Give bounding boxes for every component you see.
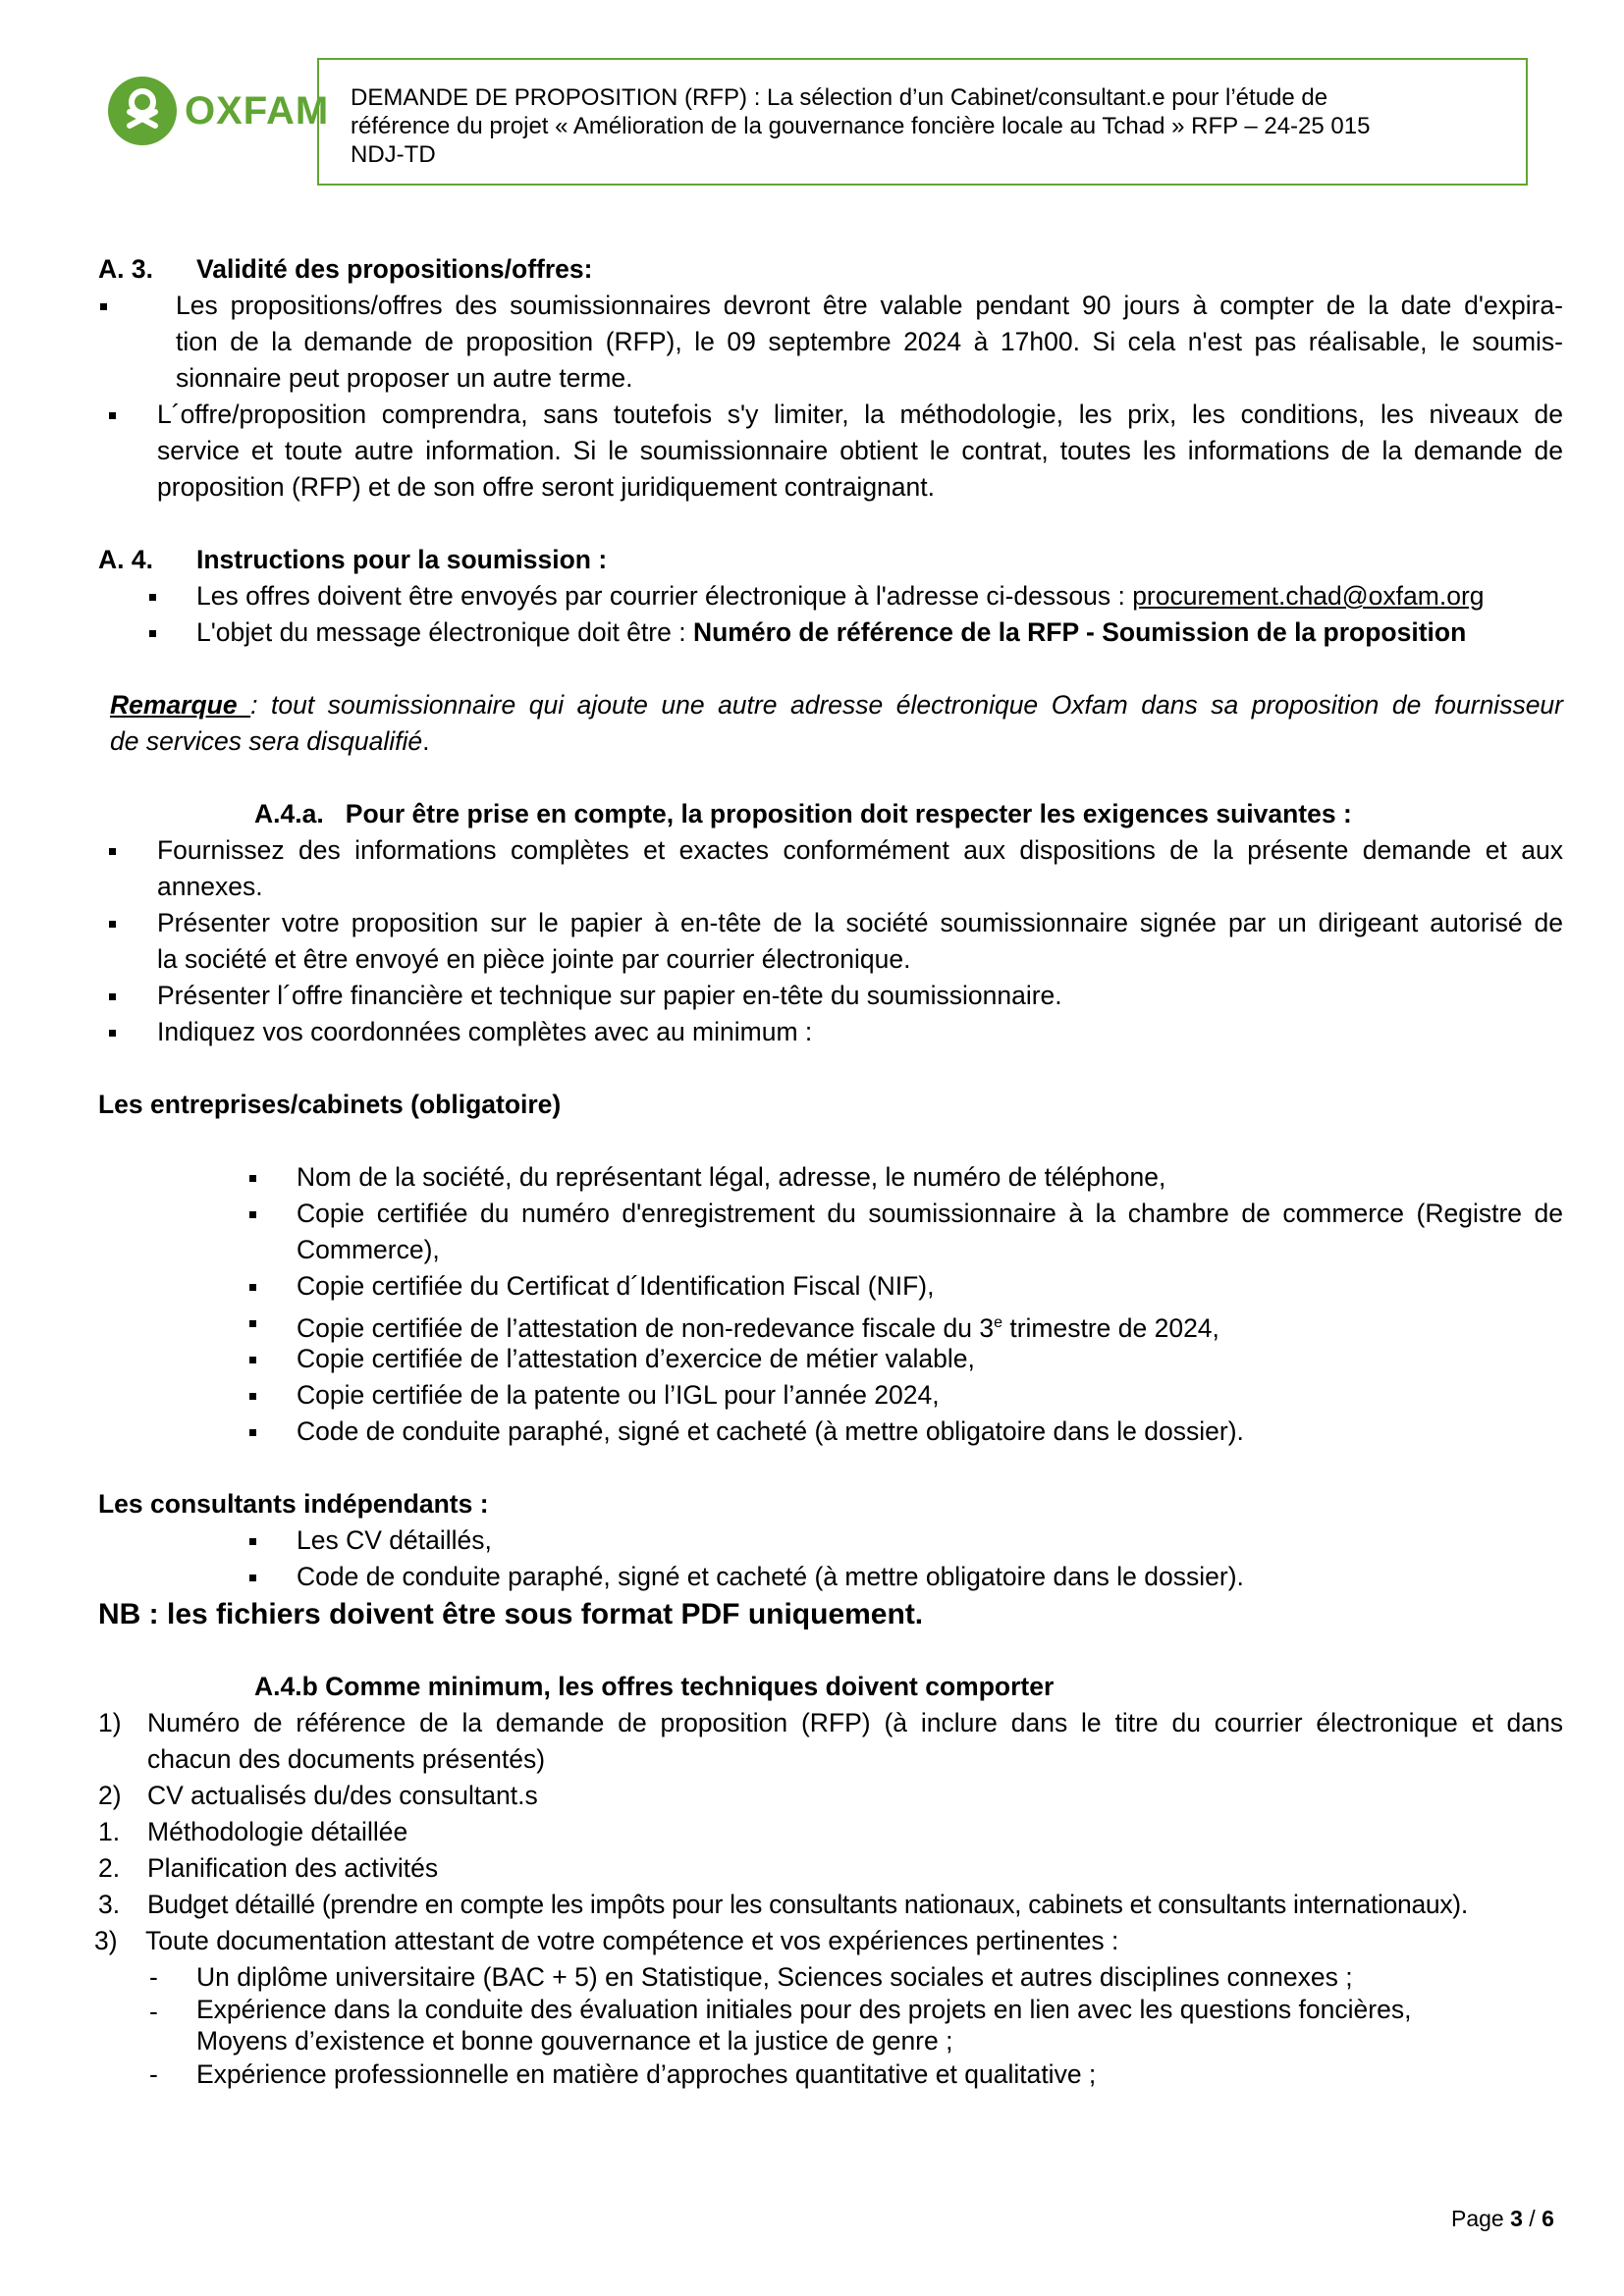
bullet — [109, 848, 116, 855]
nb-note: NB : les fichiers doivent être sous format PDF uniquement. — [98, 1598, 924, 1630]
a4-bullet-1 — [196, 578, 1485, 614]
oxfam-logo-icon — [108, 77, 177, 145]
header-title — [351, 83, 1509, 169]
bullet — [100, 303, 107, 310]
companies-item: Copie certifiée de la patente ou l’IGL pour l’année 2024, — [297, 1380, 940, 1410]
bullet — [249, 1393, 256, 1400]
a3-bullet-2-line: service et toute autre information. Si le soumissionnaire obtient le contrat, toutes les informations de la demande de — [157, 436, 1563, 465]
bullet — [149, 594, 156, 601]
bullet — [149, 630, 156, 637]
ordinal-superscript: e — [994, 1314, 1002, 1331]
header-title-line: DEMANDE DE PROPOSITION (RFP) : La sélection d’un Cabinet/consultant.e pour l’étude de — [351, 84, 1328, 111]
a4b-item-number: 2) — [98, 1781, 122, 1810]
a4b-dash-item: Expérience professionnelle en matière d’approches quantitative et qualitative ; — [196, 2059, 1097, 2089]
a3-bullet-1-line: Les propositions/offres des soumissionnaires devront être valable pendant 90 jours à compter de la date d'expira- — [176, 291, 1563, 320]
a4-bullet-2-text: L'objet du message électronique doit être : — [196, 617, 693, 647]
companies-item: Nom de la société, du représentant légal, adresse, le numéro de téléphone, — [297, 1162, 1166, 1192]
remark-label: Remarque — [110, 690, 251, 720]
a4-bullet-2-subject: Numéro de référence de la RFP - Soumission de la proposition — [692, 617, 1467, 647]
bullet — [109, 921, 116, 928]
page-label: Page — [1451, 2206, 1511, 2231]
remark-period: . — [422, 726, 430, 756]
a4b-subitem-number: 3. — [98, 1890, 121, 1919]
page-separator: / — [1522, 2206, 1543, 2231]
a3-bullet-2-line: L´offre/proposition comprendra, sans toutefois s'y limiter, la méthodologie, les prix, les conditions, les niveaux de — [157, 400, 1563, 429]
companies-item-text: Copie certifiée de l’attestation de non-redevance fiscale du 3 — [297, 1312, 995, 1343]
total-pages: 6 — [1542, 2206, 1554, 2231]
a4-bullet-2 — [196, 614, 1466, 651]
bullet — [109, 1030, 116, 1037]
dash-bullet: - — [149, 1997, 158, 2026]
bullet — [249, 1175, 256, 1182]
section-a4a-title: A.4.a. Pour être prise en compte, la proposition doit respecter les exigences suivantes : — [254, 799, 1352, 828]
section-a4b-title: A.4.b Comme minimum, les offres techniques doivent comporter — [254, 1672, 1055, 1701]
companies-item: Copie certifiée du numéro d'enregistrement du soumissionnaire à la chambre de commerce (Registre de — [297, 1199, 1563, 1228]
bullet — [109, 993, 116, 1000]
section-a4-title: Instructions pour la soumission : — [196, 545, 608, 574]
page-number — [1451, 2204, 1554, 2233]
dash-bullet: - — [149, 1962, 158, 1992]
section-a4-number: A. 4. — [98, 545, 153, 574]
header-title-box — [317, 58, 1528, 186]
a4a-bullet-1-line: annexes. — [157, 872, 263, 901]
a4b-subitem-text: Planification des activités — [147, 1853, 439, 1883]
section-a3-number: A. 3. — [98, 254, 153, 284]
remark-line-2 — [110, 723, 430, 760]
header-title-line: référence du projet « Amélioration de la gouvernance foncière locale au Tchad » RFP – 24-25 015 — [351, 113, 1371, 139]
a4-bullet-1-text: Les offres doivent être envoyés par courrier électronique à l'adresse ci-dessous : — [196, 581, 1133, 611]
a4b-item-text: chacun des documents présentés) — [147, 1744, 546, 1774]
a4b-subitem-text: Budget détaillé (prendre en compte les impôts pour les consultants nationaux, cabinets et consultants internationaux). — [147, 1890, 1468, 1919]
a3-bullet-1-line: sionnaire peut proposer un autre terme. — [176, 363, 633, 393]
bullet — [109, 412, 116, 419]
a4b-dash-item: Expérience dans la conduite des évaluation initiales pour des projets en lien avec les questions foncières, — [196, 1995, 1412, 2024]
consultants-title: Les consultants indépendants : — [98, 1489, 489, 1519]
header-title-line: NDJ-TD — [351, 141, 436, 168]
a4b-item-text: Toute documentation attestant de votre compétence et vos expériences pertinentes : — [145, 1926, 1119, 1955]
section-a3-title: Validité des propositions/offres: — [196, 254, 593, 284]
companies-item: Commerce), — [297, 1235, 440, 1264]
a4b-dash-item: Un diplôme universitaire (BAC + 5) en Statistique, Sciences sociales et autres disciplines connexes ; — [196, 1962, 1353, 1992]
dash-bullet: - — [149, 2059, 158, 2089]
companies-item: Code de conduite paraphé, signé et cacheté (à mettre obligatoire dans le dossier). — [297, 1416, 1244, 1446]
a4b-subitem-number: 2. — [98, 1853, 121, 1883]
remark-text: : tout soumissionnaire qui ajoute une autre adresse électronique Oxfam dans sa proposition de fournisseur — [250, 690, 1563, 720]
a4b-item-number: 1) — [98, 1708, 122, 1737]
companies-item-text: trimestre de 2024, — [1001, 1312, 1219, 1343]
a4a-bullet-3: Présenter l´offre financière et technique sur papier en-tête du soumissionnaire. — [157, 981, 1062, 1010]
bullet — [249, 1211, 256, 1218]
a4b-item-text: Numéro de référence de la demande de proposition (RFP) (à inclure dans le titre du courrier électronique et dans — [147, 1708, 1563, 1737]
procurement-email-link[interactable]: procurement.chad@oxfam.org — [1132, 581, 1485, 611]
bullet — [249, 1538, 256, 1545]
a4b-subitem-text: Méthodologie détaillée — [147, 1817, 408, 1846]
bullet — [249, 1357, 256, 1363]
a4b-item-text: CV actualisés du/des consultant.s — [147, 1781, 538, 1810]
a3-bullet-1-line: tion de la demande de proposition (RFP), le 09 septembre 2024 à 17h00. Si cela n'est pas réalisable, le soumis- — [176, 327, 1563, 356]
a4b-dash-item: Moyens d’existence et bonne gouvernance et la justice de genre ; — [196, 2026, 953, 2056]
a4b-item-number: 3) — [94, 1926, 118, 1955]
remark-line-1 — [110, 687, 1563, 723]
a3-bullet-2-line: proposition (RFP) et de son offre seront juridiquement contraignant. — [157, 472, 935, 502]
oxfam-logo — [108, 77, 330, 147]
bullet — [249, 1284, 256, 1291]
companies-title: Les entreprises/cabinets (obligatoire) — [98, 1090, 562, 1119]
remark-text: de services sera disqualifié — [110, 726, 423, 756]
bullet — [249, 1320, 256, 1327]
consultants-item: Code de conduite paraphé, signé et cacheté (à mettre obligatoire dans le dossier). — [297, 1562, 1244, 1591]
a4a-bullet-4: Indiquez vos coordonnées complètes avec au minimum : — [157, 1017, 813, 1046]
bullet — [249, 1429, 256, 1436]
a4a-bullet-2-line: Présenter votre proposition sur le papier à en-tête de la société soumissionnaire signée par un dirigeant autorisé de — [157, 908, 1563, 937]
a4b-subitem-number: 1. — [98, 1817, 121, 1846]
consultants-item: Les CV détaillés, — [297, 1525, 492, 1555]
oxfam-logo-text: OXFAM — [185, 89, 330, 133]
companies-item: Copie certifiée de l’attestation d’exercice de métier valable, — [297, 1344, 975, 1373]
companies-item: Copie certifiée du Certificat d´Identification Fiscal (NIF), — [297, 1271, 935, 1301]
a4a-bullet-1-line: Fournissez des informations complètes et exactes conformément aux dispositions de la présente demande et aux — [157, 835, 1563, 865]
a4a-bullet-2-line: la société et être envoyé en pièce jointe par courrier électronique. — [157, 944, 911, 974]
current-page: 3 — [1510, 2206, 1523, 2231]
bullet — [249, 1575, 256, 1581]
